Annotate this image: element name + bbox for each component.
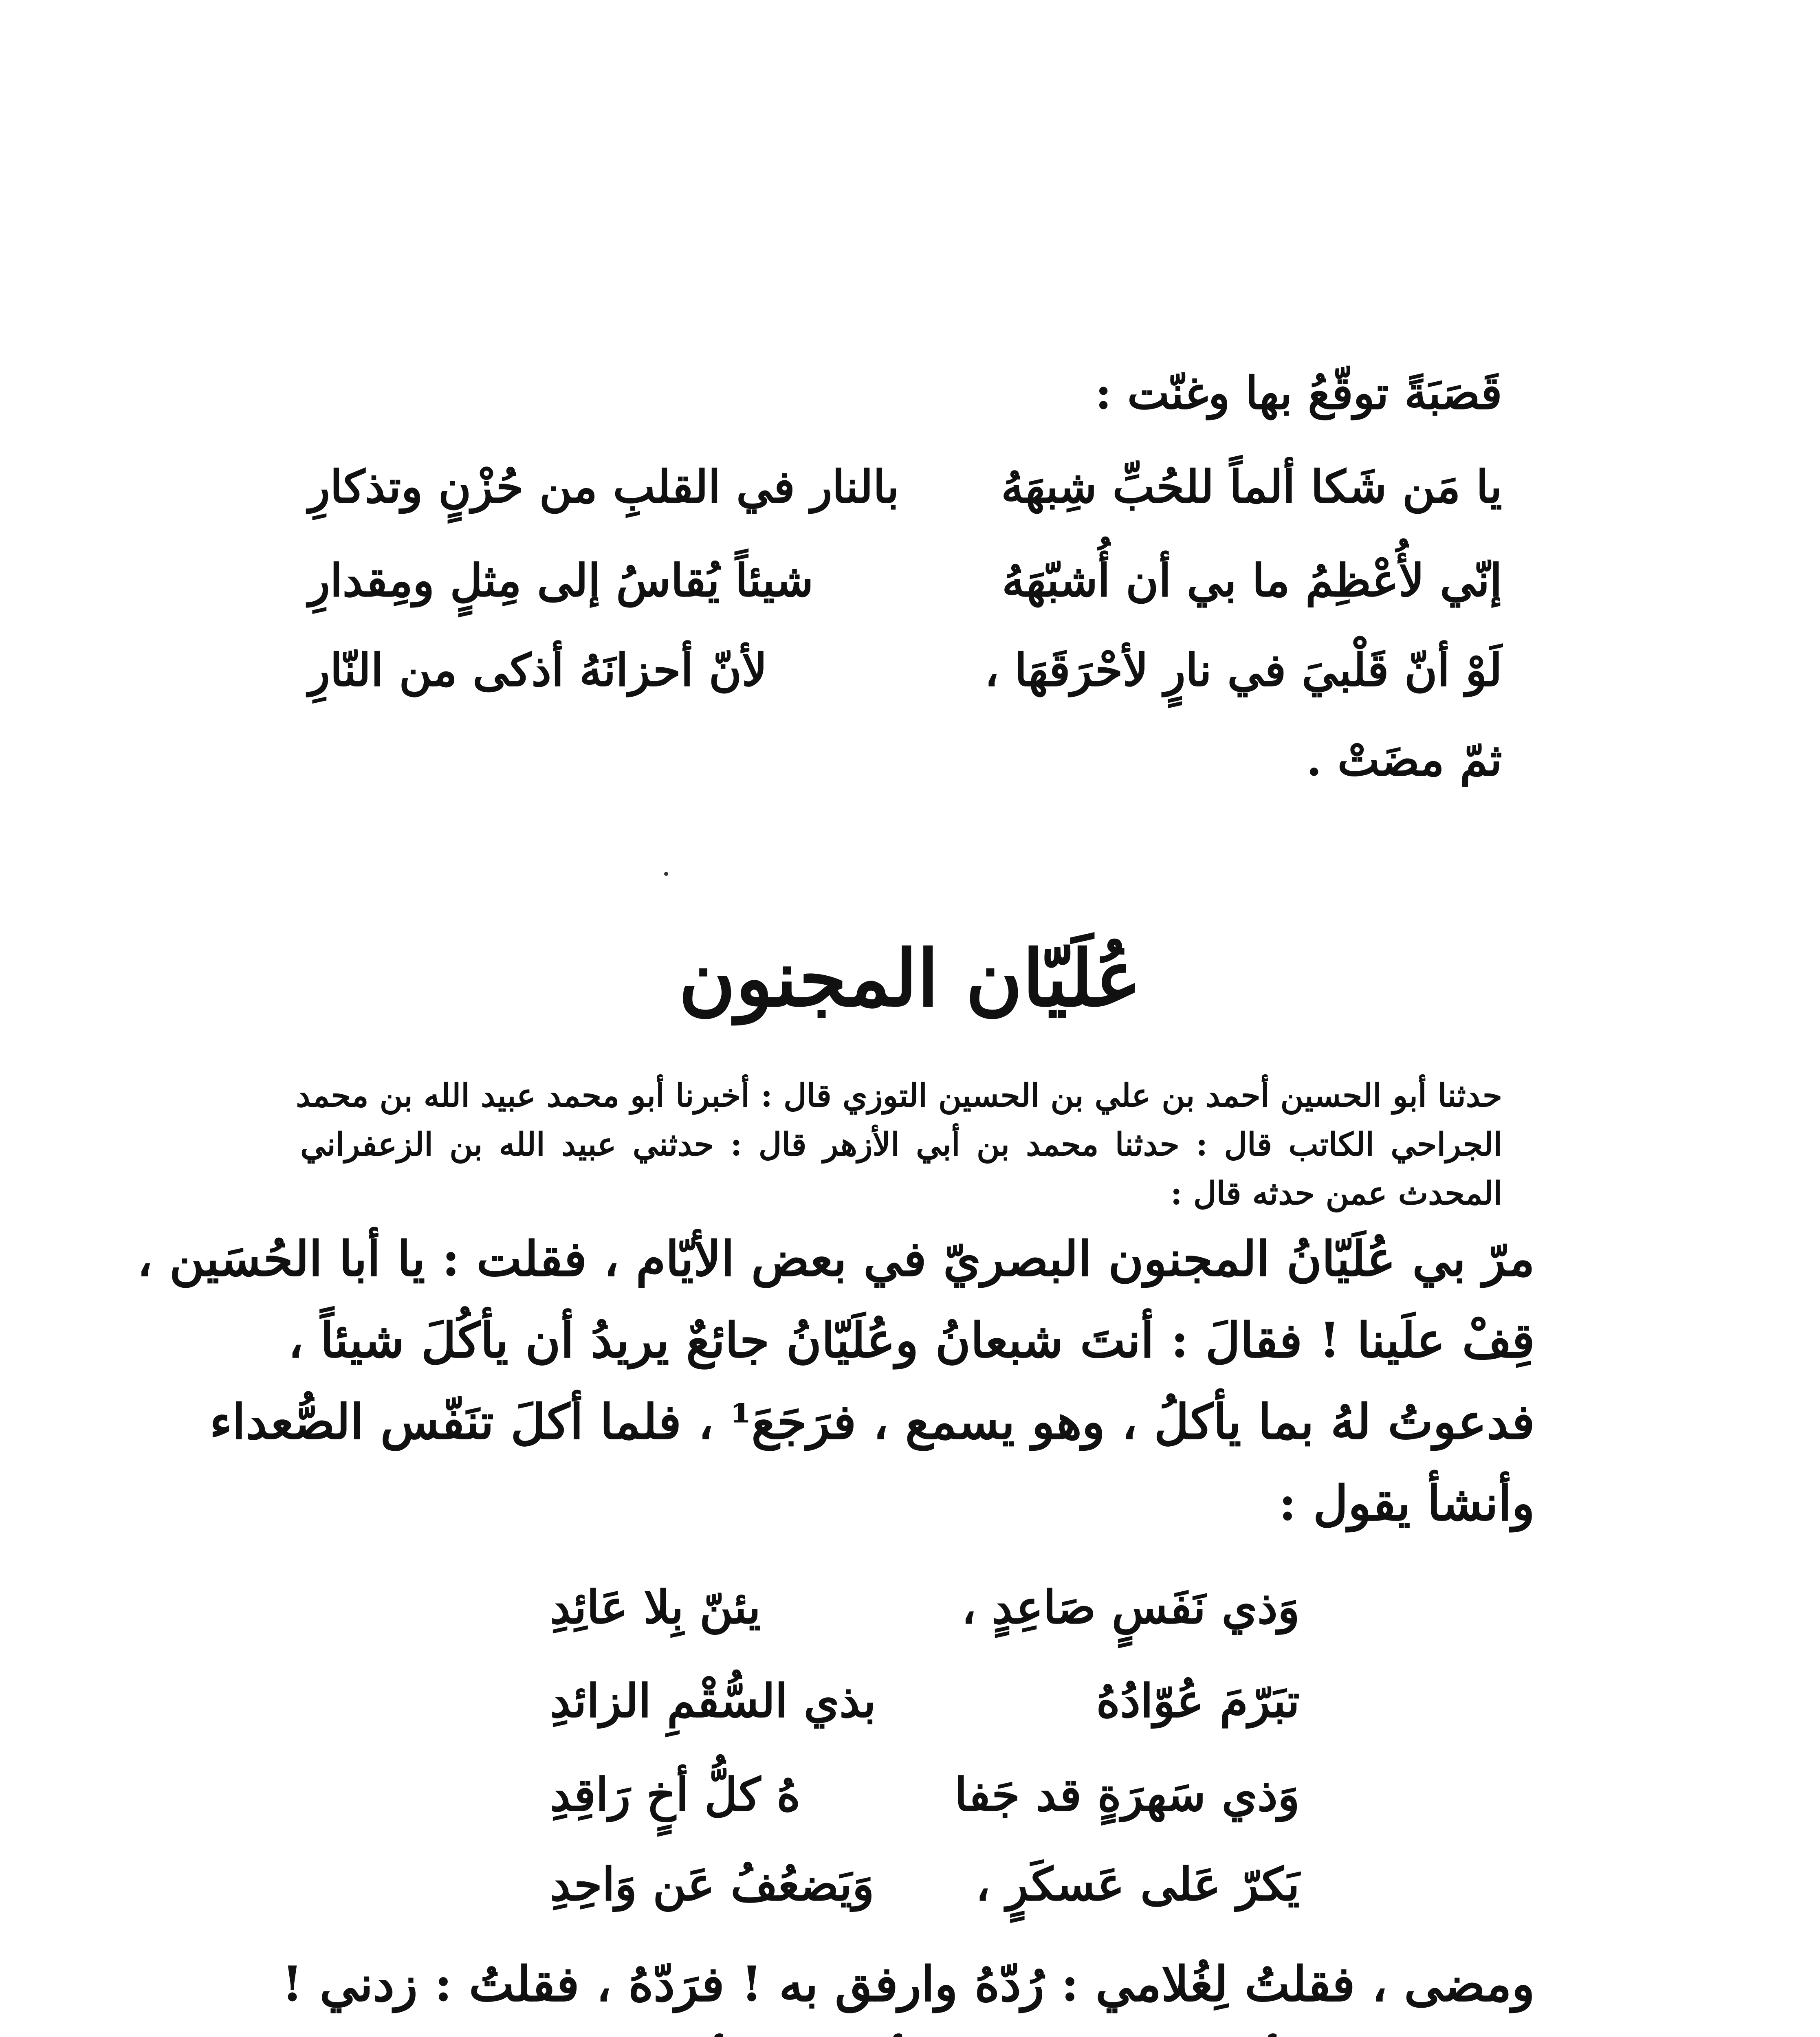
verse-second-hemistich: هُ كلُّ أخٍ رَاقِدِ [550, 1768, 801, 1821]
prose-line: فدعوتُ لهُ بما يأكلُ ، وهو يسمع ، فرَجَعَ¹ ، فلما أكلَ تنَفّس الصُّعداء [209, 1393, 1535, 1450]
prose-line: وأنشأ يقول : [1279, 1475, 1535, 1531]
prose-line: ومضى ، فقلتُ لِغُلامي : رُدّهُ وارفق به ! فرَدّهُ ، فقلتُ : زدني ! [282, 1956, 1535, 2012]
poem-verse [308, 460, 1502, 526]
verse-first-hemistich: يا مَن شَكا ألماً للحُبِّ شِبهَهُ [1001, 460, 1502, 513]
isnad-paragraph [296, 1071, 1502, 1218]
poem-verse [308, 554, 1502, 619]
prose-paragraph [137, 1230, 1535, 1556]
section-title: عُلَيّان المجنون [678, 933, 1142, 1024]
poem-verse [308, 644, 1502, 709]
isnad-line: المحدث عمن حدثه قال : [1170, 1175, 1502, 1212]
isnad-line: الجراحي الكاتب قال : حدثنا محمد بن أبي الأزهر قال : حدثني عبيد الله بن الزعفراني [300, 1126, 1502, 1163]
verse-first-hemistich: وَذي سَهرَةٍ قد جَفا [955, 1768, 1300, 1821]
poem-verse [550, 1674, 1300, 1756]
verse-first-hemistich: وَذي نَفَسٍ صَاعِدٍ ، [961, 1581, 1300, 1634]
prose-line: مرّ بي عُلَيّانُ المجنون البصريّ في بعض الأيّام ، فقلت : يا أبا الحُسَين ، [137, 1230, 1535, 1287]
verse-first-hemistich: تبَرّمَ عُوّادُهُ [1096, 1674, 1300, 1728]
verse-first-hemistich: لَوْ أنّ قَلْبيَ في نارٍ لأحْرَقَهَا ، [984, 644, 1502, 696]
poem-verse [550, 1768, 1300, 1850]
poem-verse [550, 1581, 1300, 1662]
verse-second-hemistich: يئنّ بِلا عَائِدِ [550, 1581, 761, 1634]
prose-line: قِفْ علَينا ! فقالَ : أنتَ شبعانُ وعُلَيّانُ جائعٌ يريدُ أن يأكُلَ شيئاً ، [288, 1312, 1535, 1368]
verse-first-hemistich: إنّي لأُعْظِمُ ما بي أن أُشبّهَهُ [1002, 554, 1502, 607]
verse-first-hemistich: يَكرّ عَلى عَسكَرٍ ، [975, 1858, 1300, 1911]
verse-second-hemistich: وَيَضعُفُ عَن وَاحِدِ [550, 1858, 874, 1911]
verse-second-hemistich: بذي السُّقْمِ الزائدِ [550, 1674, 876, 1728]
verse-second-hemistich: لأنّ أحزانَهُ أذكى من النّارِ [308, 644, 768, 696]
poem-closing: ثمّ مضَتْ . [1306, 733, 1502, 786]
verse-second-hemistich: شيئاً يُقاسُ إلى مِثلٍ ومِقدارِ [308, 554, 814, 607]
prose-paragraph [282, 1956, 1535, 2037]
divider-dot [664, 872, 668, 876]
poem-verse [550, 1858, 1300, 1939]
poem-intro: قَصَبَةً توقّعُ بها وغنّت : [1095, 367, 1502, 419]
isnad-line: حدثنا أبو الحسين أحمد بن علي بن الحسين التوزي قال : أخبرنا أبو محمد عبيد الله بن محمد [296, 1077, 1502, 1114]
verse-second-hemistich: بالنار في القلبِ من حُزْنٍ وتذكارِ [308, 460, 899, 513]
